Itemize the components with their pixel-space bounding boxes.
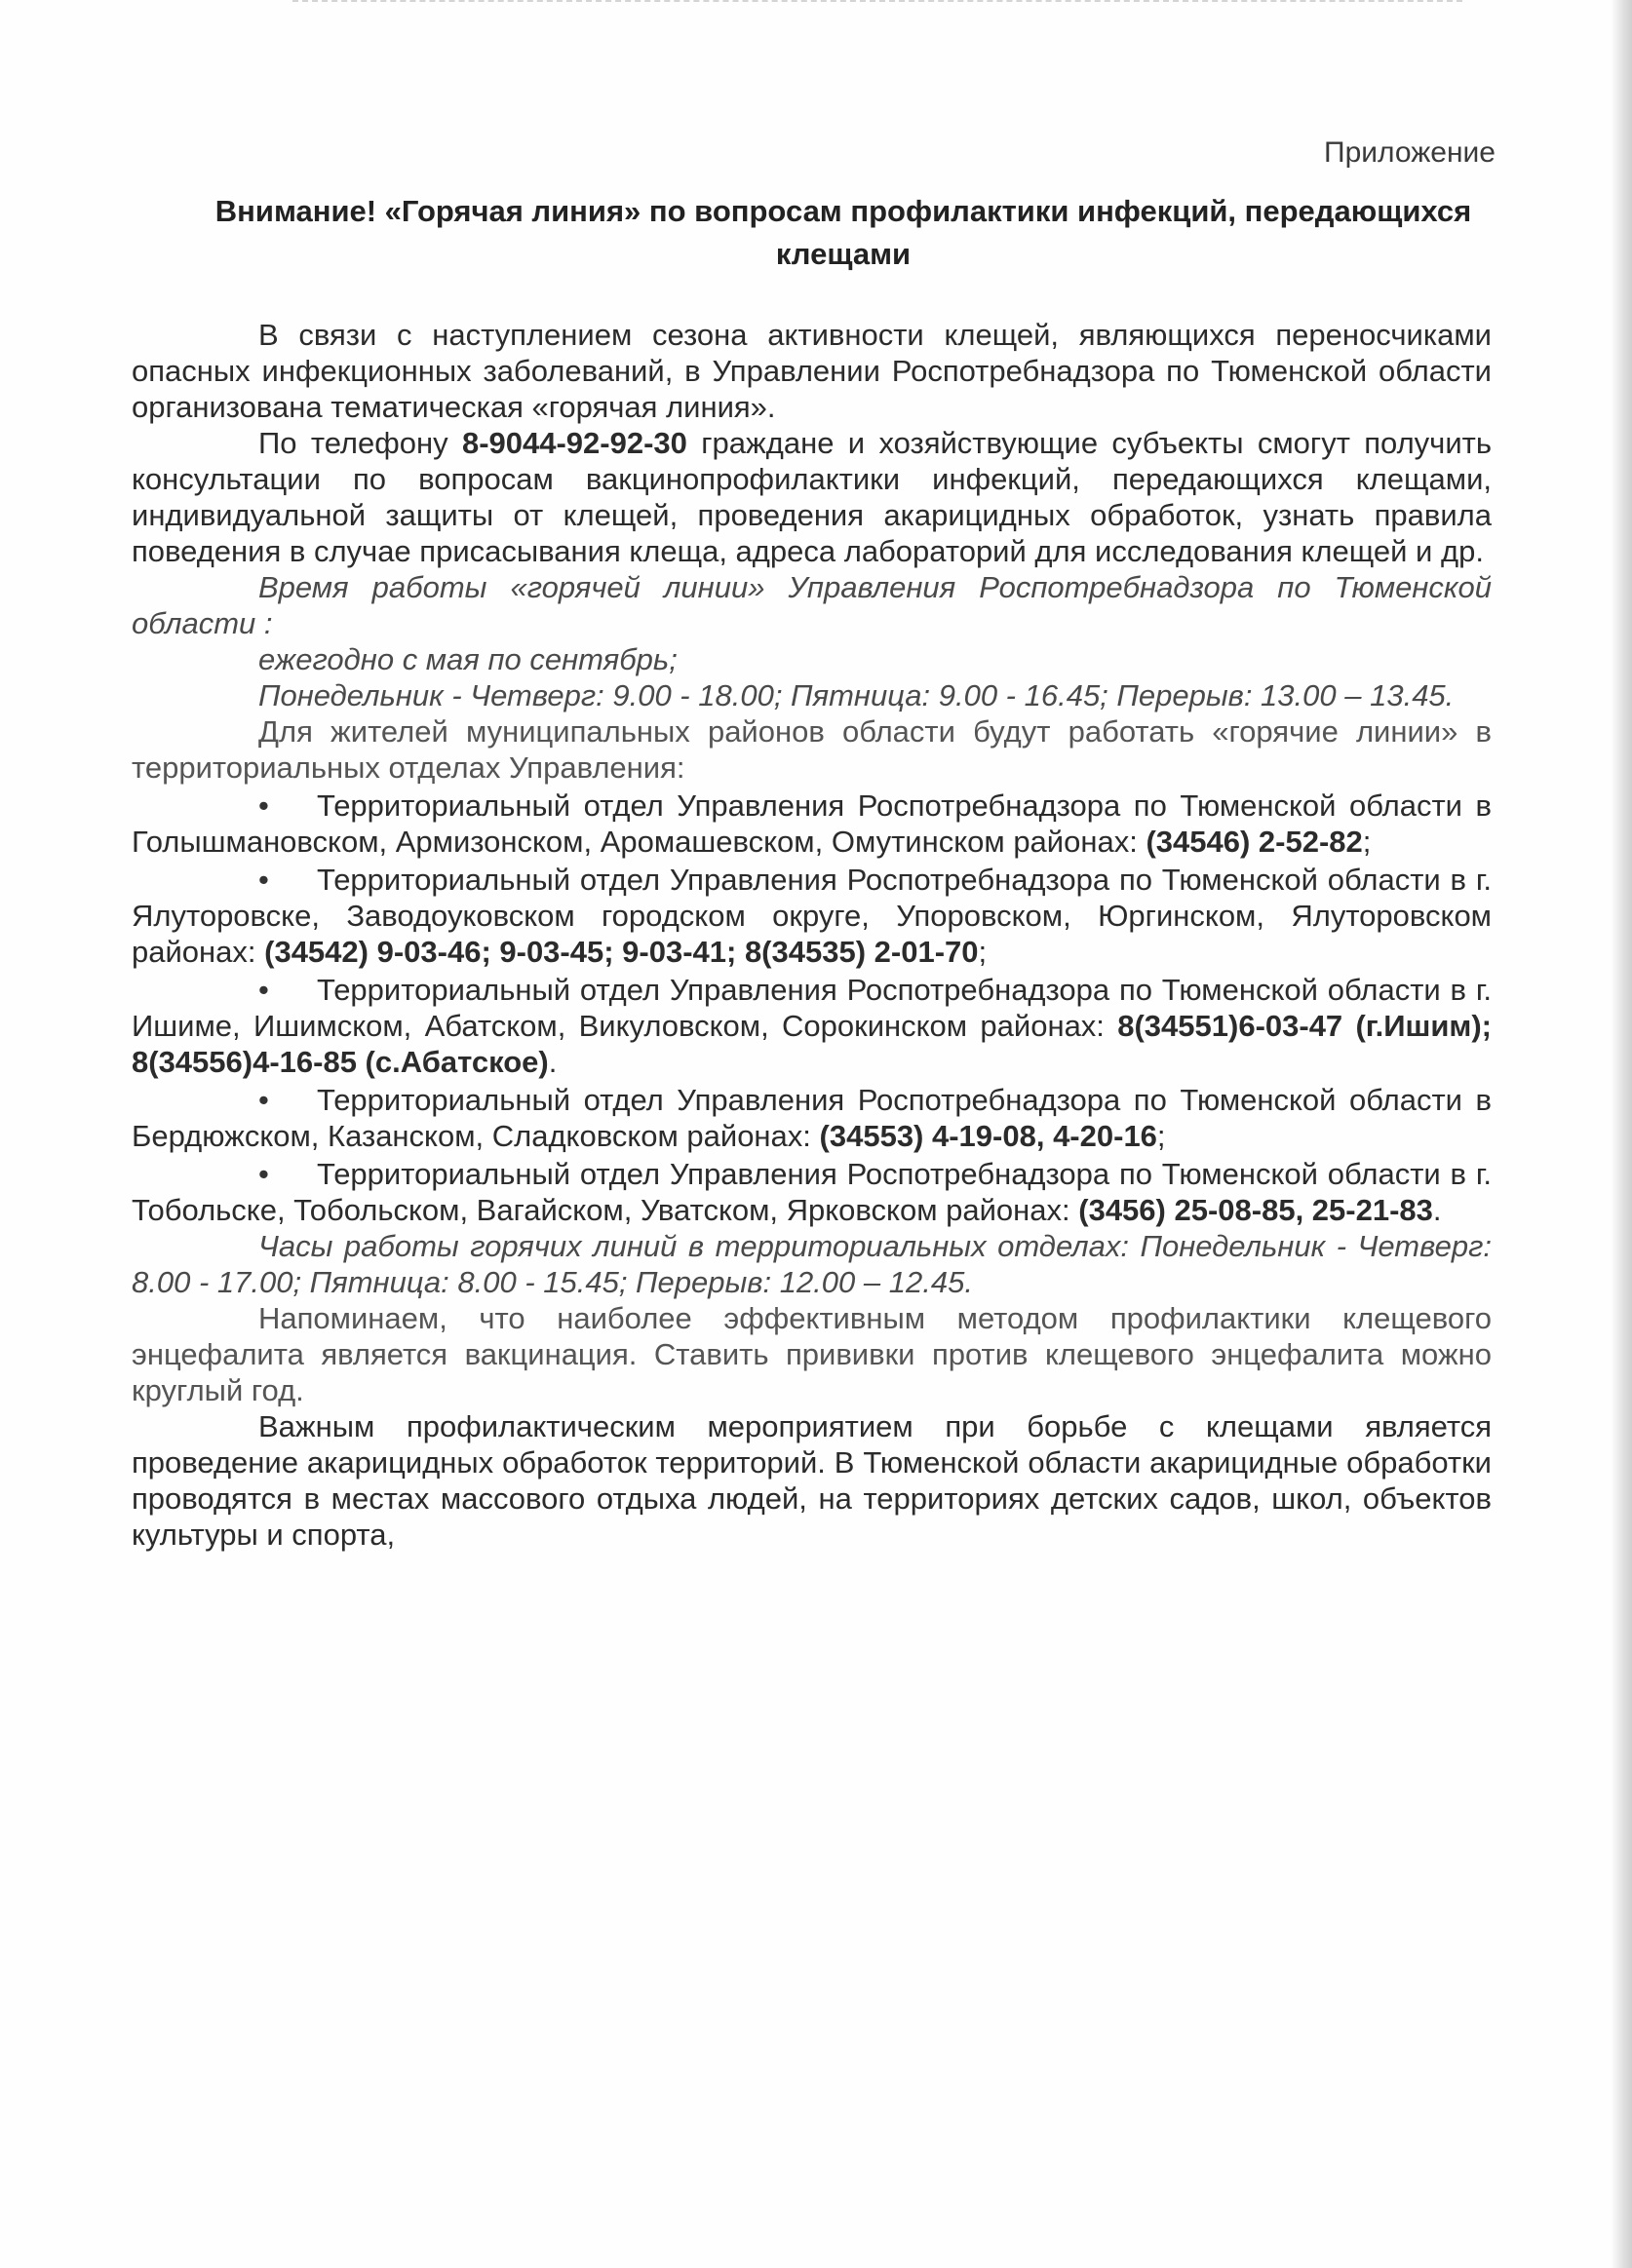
- schedule-hours: Понедельник - Четверг: 9.00 - 18.00; Пятница: 9.00 - 16.45; Перерыв: 13.00 – 13.45.: [258, 678, 1455, 712]
- phone-suffix: граждане и хозяйствующие субъекты смогут получить консультации по вопросам вакцинопрофилактики инфекций, передающихся клещами, индивидуальной защиты от клещей, проведения акарицидных обработок, узнать правила поведения в случае присасывания клеща, адреса лабораторий для исследования клещей и др.: [132, 426, 1492, 568]
- department-text: Территориальный отдел Управления Роспотребнадзора по Тюменской области в г. Ялуторовске, Заводоуковском городском округе, Упоровском, Юргинском, Ялуторовском районах:: [132, 863, 1492, 969]
- department-tail: .: [548, 1045, 558, 1079]
- department-item: [132, 972, 1492, 1080]
- phone-prefix: По телефону: [258, 426, 462, 460]
- hotline-phone: 8-9044-92-92-30: [461, 426, 687, 460]
- districts-intro: Для жителей муниципальных районов области будут работать «горячие линии» в территориальных отделах Управления:: [132, 714, 1492, 785]
- bullet-icon: •: [258, 1157, 269, 1191]
- department-item: [132, 1156, 1492, 1228]
- department-text: Территориальный отдел Управления Роспотребнадзора по Тюменской области в Бердюжском, Казанском, Сладковском районах:: [132, 1083, 1492, 1153]
- department-item: [132, 1082, 1492, 1154]
- department-tail: ;: [1156, 1119, 1166, 1153]
- department-phones: (34546) 2-52-82: [1146, 825, 1363, 859]
- reminder-paragraph: Напоминаем, что наиболее эффективным методом профилактики клещевого энцефалита является вакцинация. Ставить прививки против клещевого энцефалита можно круглый год.: [132, 1301, 1492, 1407]
- acaricide-paragraph: Важным профилактическим мероприятием при борьбе с клещами является проведение акарицидных обработок территорий. В Тюменской области акарицидные обработки проводятся в местах массового отдыха людей, на территориях детских садов, школ, объектов культуры и спорта,: [132, 1409, 1492, 1552]
- department-text: Территориальный отдел Управления Роспотребнадзора по Тюменской области в г. Тобольске, Тобольском, Вагайском, Уватском, Ярковском районах:: [132, 1157, 1492, 1227]
- department-tail: ;: [978, 935, 988, 969]
- phone-paragraph: [132, 425, 1492, 569]
- bullet-icon: •: [258, 1083, 269, 1117]
- department-phones: (34553) 4-19-08, 4-20-16: [819, 1119, 1157, 1153]
- scan-artifact: [292, 0, 1462, 8]
- bullet-icon: •: [258, 863, 269, 897]
- bullet-icon: •: [258, 973, 269, 1007]
- departments-list: [132, 788, 1492, 1228]
- department-text: Территориальный отдел Управления Роспотребнадзора по Тюменской области в г. Ишиме, Ишимском, Абатском, Викуловском, Сорокинском районах:: [132, 973, 1492, 1043]
- department-item: [132, 788, 1492, 860]
- notice-title: Внимание! «Горячая линия» по вопросам профилактики инфекций, передающихся клещами: [214, 194, 1472, 271]
- document-body: [132, 317, 1492, 1553]
- appendix-label: Приложение: [1324, 136, 1496, 169]
- department-phones: 8(34551)6-03-47 (г.Ишим); 8(34556)4-16-85 (с.Абатское): [132, 1009, 1492, 1079]
- schedule-period: ежегодно с мая по сентябрь;: [258, 642, 678, 676]
- department-item: [132, 862, 1492, 970]
- bullet-icon: •: [258, 788, 269, 823]
- department-phones: (34542) 9-03-46; 9-03-45; 9-03-41; 8(34535) 2-01-70: [264, 935, 979, 969]
- department-text: Территориальный отдел Управления Роспотребнадзора по Тюменской области в Голышмановском, Армизонском, Аромашевском, Омутинском районах:: [132, 788, 1492, 859]
- scan-edge-shadow: [1611, 0, 1632, 2268]
- intro-paragraph: В связи с наступлением сезона активности клещей, являющихся переносчиками опасных инфекционных заболеваний, в Управлении Роспотребнадзора по Тюменской области организована тематическая «горячая линия».: [132, 318, 1492, 424]
- department-phones: (3456) 25-08-85, 25-21-83: [1078, 1193, 1433, 1227]
- territorial-hours: Часы работы горячих линий в территориальных отделах: Понедельник - Четверг: 8.00 - 17.00; Пятница: 8.00 - 15.45; Перерыв: 12.00 – 12.45.: [132, 1229, 1492, 1299]
- department-tail: ;: [1362, 825, 1372, 859]
- schedule-heading: Время работы «горячей линии» Управления Роспотребнадзора по Тюменской области :: [132, 570, 1492, 640]
- department-tail: .: [1432, 1193, 1442, 1227]
